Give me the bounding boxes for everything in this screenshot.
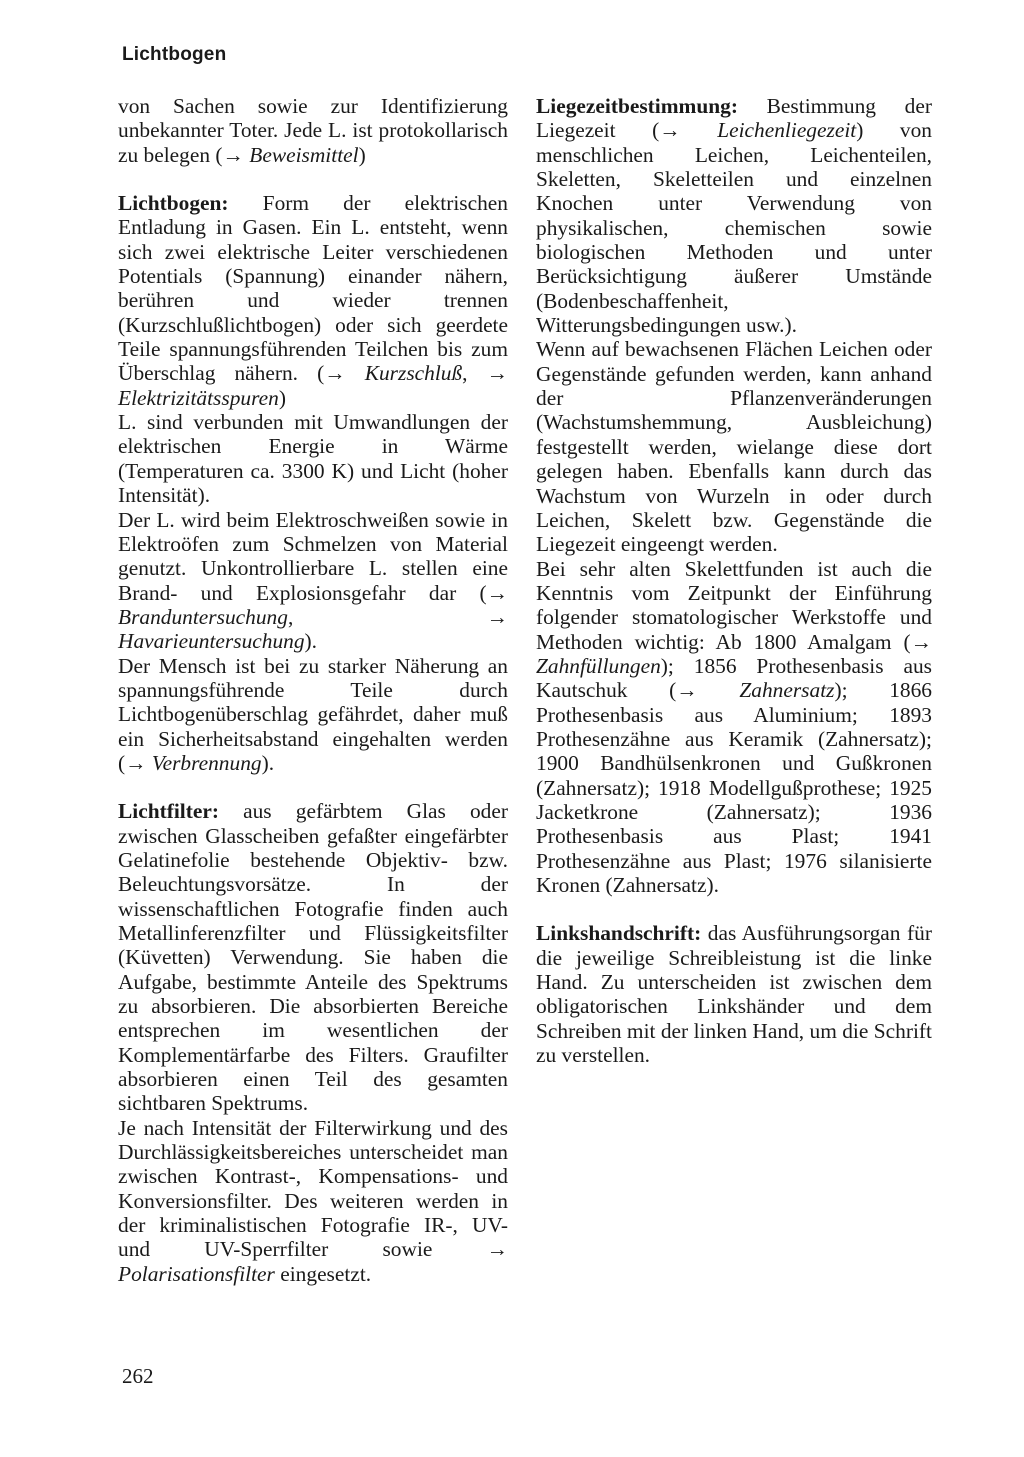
entry-lichtfilter-paragraph-2: Je nach Intensität der Filterwirkung und des Durchlässigkeitsbereiches unterscheidet man zwischen Kontrast-, Kompensations- und Konversionsfilter. Des weiteren werden in der kriminalistischen Fotografie IR-, UV- und UV-Sperrfilter sowie → Polarisationsfilter eingesetzt. — [118, 1115, 508, 1286]
entry-lichtbogen-paragraph-2: L. sind verbunden mit Umwandlungen der elektrischen Energie in Wärme (Temperaturen ca. 3300 K) und Licht (hoher Intensität). — [118, 410, 508, 508]
right-column — [536, 94, 932, 1067]
cross-reference-kurzschluss[interactable]: Kurzschluß — [364, 361, 463, 386]
entry-beweismittel-continuation: von Sachen sowie zur Identifizierung unbekannter Toter. Jede L. ist protokollarisch zu belegen (→ Beweismittel) — [118, 94, 508, 167]
entry-linkshandschrift: Linkshandschrift: das Ausführungsorgan für die jeweilige Schreibleistung ist die linke Hand. Zu unterscheiden ist zwischen dem obligatorischen Linkshänder und dem Schreiben mit der linken Hand, um die Schrift zu verstellen. — [536, 921, 932, 1068]
cross-reference-zahnersatz[interactable]: Zahnersatz — [739, 678, 835, 703]
left-column — [118, 94, 508, 1286]
lemma-lichtfilter: Lichtfilter: — [118, 799, 219, 824]
entry-lichtbogen-paragraph-3: Der L. wird beim Elektroschweißen sowie in Elektroöfen zum Schmelzen von Material genutzt. Unkontrollierbare L. stellen eine Brand- und Explosionsgefahr dar (→ Branduntersuchung, → Havarieuntersuchung). — [118, 507, 508, 654]
cross-reference-beweismittel[interactable]: Beweismittel — [249, 142, 359, 167]
entry-liegezeitbestimmung-paragraph-2: Wenn auf bewachsenen Flächen Leichen oder Gegenstände gefunden werden, kann anhand der Pflanzenveränderungen (Wachstumshemmung, Ausbleichung) festgestellt werden, wielange diese dort gelegen haben. Ebenfalls kann durch das Wachstum von Wurzeln in oder durch Leichen, Skelett bzw. Gegenstände die Liegezeit eingeengt werden. — [536, 337, 932, 557]
entry-lichtbogen: Lichtbogen: Form der elektrischen Entladung in Gasen. Ein L. entsteht, wenn sich zwei elektrische Leiter verschiedenen Potentials (Spannung) einander nähern, berühren und wieder trennen (Kurzschlußlichtbogen) oder sich geerdete Teile spannungsführenden Teilchen bis zum Überschlag nähern. (→ Kurzschluß, → Elektrizitätsspuren) — [118, 191, 508, 410]
entry-liegezeitbestimmung: Liegezeitbestimmung: Bestimmung der Liegezeit (→ Leichenliegezeit) von menschlichen Leichen, Leichenteilen, Skeletten, Skeletteilen und einzelnen Knochen unter Verwendung von physikalischen, chemischen sowie biologischen Methoden und unter Berücksichtigung äußerer Umstände (Bodenbeschaffenheit, Witterungsbedingungen usw.). — [536, 94, 932, 338]
cross-reference-zahnfuellungen[interactable]: Zahnfüllungen — [536, 653, 661, 678]
entry-lichtbogen-paragraph-4: Der Mensch ist bei zu starker Näherung an spannungsführende Teile durch Lichtbogenüberschlag gefährdet, daher muß ein Sicherheitsabstand eingehalten werden (→ Verbrennung). — [118, 653, 508, 775]
lemma-liegezeitbestimmung: Liegezeitbestimmung: — [536, 94, 738, 118]
page-number: 262 — [122, 1364, 154, 1388]
cross-reference-leichenliegezeit[interactable]: Leichenliegezeit — [717, 118, 857, 143]
lemma-lichtbogen: Lichtbogen: — [118, 191, 229, 216]
cross-reference-polarisationsfilter[interactable]: Polarisationsfilter — [118, 1261, 275, 1286]
cross-reference-elektrizitaetsspuren[interactable]: Elektrizitätsspuren — [118, 385, 279, 410]
cross-reference-branduntersuchung[interactable]: Branduntersuchung — [118, 604, 288, 629]
lemma-linkshandschrift: Linkshandschrift: — [536, 921, 702, 946]
entry-liegezeitbestimmung-paragraph-3: Bei sehr alten Skelettfunden ist auch die Kenntnis vom Zeitpunkt der Einführung folgender stomatologischer Werkstoffe und Methoden wichtig: Ab 1800 Amalgam (→ Zahnfüllungen); 1856 Prothesenbasis aus Kautschuk (→ Zahnersatz); 1866 Prothesenbasis aus Aluminium; 1893 Prothesenzähne aus Keramik (Zahnersatz); 1900 Bandhülsenkronen und Gußkronen (Zahnersatz); 1918 Modellgußprothese; 1925 Jacketkrone (Zahnersatz); 1936 Prothesenbasis aus Plast; 1941 Prothesenzähne aus Plast; 1976 silanisierte Kronen (Zahnersatz). — [536, 556, 932, 897]
cross-reference-havarieuntersuchung[interactable]: Havarieuntersuchung — [118, 629, 305, 654]
entry-lichtfilter: Lichtfilter: aus gefärbtem Glas oder zwischen Glasscheiben gefaßter eingefärbter Gelatinefolie bestehende Objektiv- bzw. Beleuchtungsvorsätze. In der wissenschaftlichen Fotografie finden auch Metallinferenzfilter und Flüssigkeitsfilter (Küvetten) Verwendung. Sie haben die Aufgabe, bestimmte Anteile des Spektrums zu absorbieren. Die absorbierten Bereiche entsprechen im wesentlichen der Komplementärfarbe des Filters. Graufilter absorbieren einen Teil des gesamten sichtbaren Spektrums. — [118, 799, 508, 1116]
cross-reference-verbrennung[interactable]: Verbrennung — [151, 750, 262, 775]
running-head: Lichtbogen — [122, 44, 227, 65]
